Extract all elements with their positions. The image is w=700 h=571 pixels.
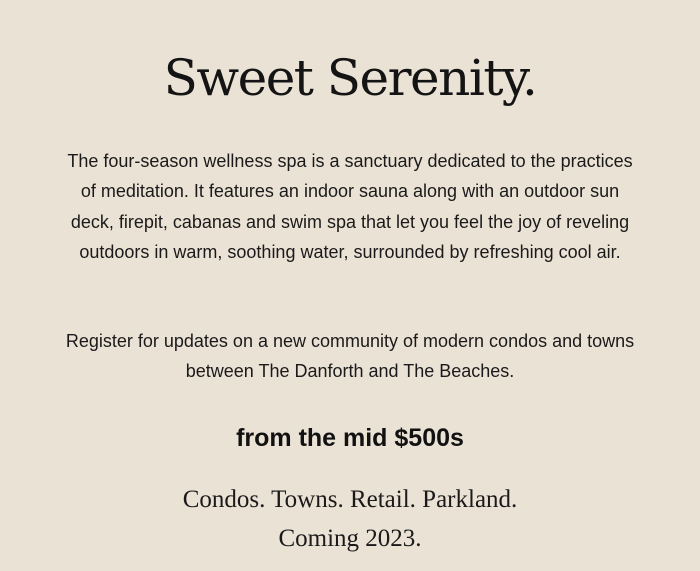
tagline-line-1: Condos. Towns. Retail. Parkland. [182,486,518,513]
tagline-line-2: Coming 2023. [278,525,422,552]
register-text: Register for updates on a new community of modern condos and towns between The Danforth and The Beaches. [65,331,635,382]
price-text: from the mid $500s [236,424,464,452]
page-title: Sweet Serenity. [163,49,537,107]
spa-description: The four-season wellness spa is a sanctuary dedicated to the practices of meditation. It features an indoor sauna along with an outdoor sun deck, firepit, cabanas and swim spa that let you feel the joy of reveling outdoors in warm, soothing water, surrounded by refreshing cool air. [67,151,633,263]
